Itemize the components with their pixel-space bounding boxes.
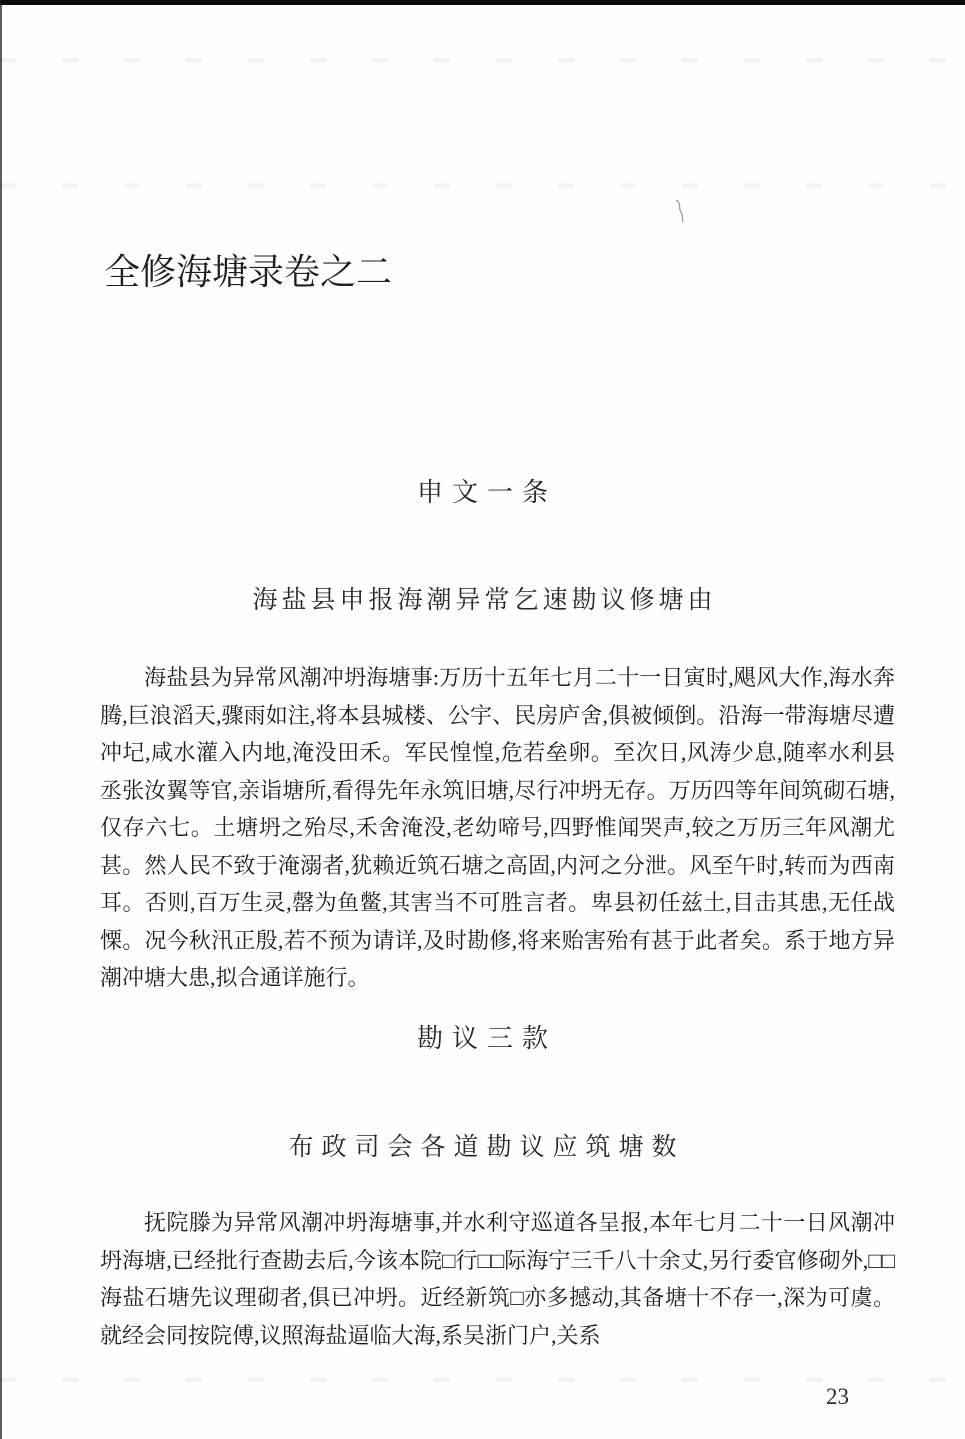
subsection-title-buzhengsi: 布政司会各道勘议应筑塘数 <box>288 1134 685 1161</box>
section-heading-kanyi: 勘议三款 <box>416 1024 557 1053</box>
scan-noise-band <box>0 1377 965 1382</box>
chapter-title: 全修海塘录卷之二 <box>104 252 393 292</box>
subsection-title-haiyan-report: 海盐县申报海潮异常乞速勘议修塘由 <box>252 587 717 614</box>
scan-noise-band <box>0 183 965 188</box>
section-heading-shenwen: 申文一条 <box>416 478 557 507</box>
scan-edge-top <box>0 0 965 5</box>
paragraph-haiyan-report-body: 海盐县为异常风潮冲坍海塘事:万历十五年七月二十一日寅时,飓风大作,海水奔腾,巨浪滔天,骤雨如注,将本县城楼、公宇、民房庐舍,俱被倾倒。沿海一带海塘尽遭冲圮,咸水灌入内地,淹没田禾。军民惶惶,危若垒卵。至次日,风涛少息,随率水利县丞张汝翼等官,亲诣塘所,看得先年永筑旧塘,尽行冲坍无存。万历四等年间筑砌石塘,仅存六七。土塘坍之殆尽,禾舍淹没,老幼啼号,四野惟闻哭声,较之万历三年风潮尤甚。然人民不致于淹溺者,犹赖近筑石塘之高固,内河之分泄。风至午时,转而为西南耳。否则,百万生灵,罄为鱼鳖,其害当不可胜言者。卑县初任兹土,目击其患,无任战慄。况今秋汛正殷,若不预为请详,及时勘修,将来贻害殆有甚于此者矣。系于地方异潮冲塘大患,拟合通详施行。 <box>100 665 895 990</box>
scan-noise-band <box>0 58 965 63</box>
page-number: 23 <box>826 1384 849 1409</box>
paragraph-fuyuan-report-body: 抚院滕为异常风潮冲坍海塘事,并水利守巡道各呈报,本年七月二十一日风潮冲坍海塘,已经批行查勘去后,今该本院□行□□际海宁三千八十余丈,另行委官修砌外,□□海盐石塘先议理砌者,俱已冲坍。近经新筑□亦多撼动,其备塘十不存一,深为可虞。就经会同按院傅,议照海盐逼临大海,系吴浙门户,关系 <box>100 1210 895 1348</box>
scan-edge-left <box>0 0 2 1439</box>
scan-artifact <box>674 198 686 224</box>
